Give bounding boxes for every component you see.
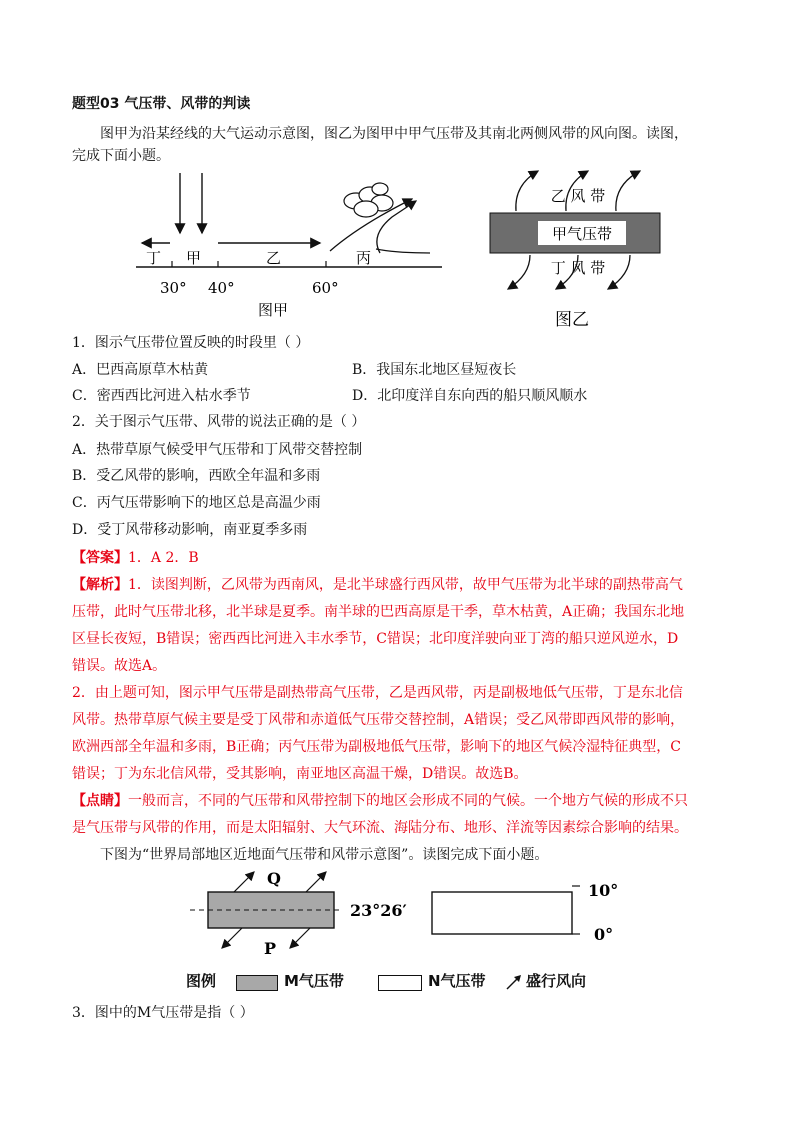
intro-line-1: 图甲为沿某经线的大气运动示意图，图乙为图甲中甲气压带及其南北两侧风带的风向图。读图， [100,126,688,142]
bottom-arrow-1 [508,255,530,289]
wind-arrow-q-2 [306,872,326,892]
q2-option-c: C．丙气压带影响下的地区总是高温少雨 [72,495,321,511]
legend-m-swatch [236,975,278,991]
label-jia: 甲 [186,249,202,267]
intro-line-2: 完成下面小题。 [72,148,170,164]
analysis-p2-line-3: 欧洲西部全年温和多雨，B正确；丙气压带为副极地低气压带，影响下的地区气候冷湿特征典型，C [72,739,681,755]
tip-text-1: 一般而言，不同的气压带和风带控制下的地区会形成不同的气候。一个地方气候的形成不只 [128,793,688,809]
caption-yi: 图乙 [555,310,589,330]
analysis-p2-line-2: 风带。热带草原气候主要是受丁风带和赤道低气压带交替控制，A错误；受乙风带即西风带的影响， [72,712,685,728]
cloud-icon [344,183,393,217]
wind-arrow-q-1 [234,872,254,892]
analysis-p2-line-1: 2．由上题可知，图示甲气压带是副热带高气压带，乙是西风带，丙是副极地低气压带，丁是东北信 [72,685,683,701]
q1-option-a: A．巴西高原草木枯黄 [72,362,209,378]
q1-stem: 1．图示气压带位置反映的时段里（ ） [72,335,310,351]
yi-wind-label: 乙 风 带 [550,187,606,205]
intro-2: 下图为“世界局部地区近地面气压带和风带示意图”。读图完成下面小题。 [100,847,549,863]
legend-wind-label: 盛行风向 [526,972,587,990]
figure-jia [130,165,450,325]
label-yi: 乙 [266,249,282,267]
legend-m-label: M气压带 [284,972,344,990]
wind-arrow-p-1 [222,928,242,948]
caption-jia: 图甲 [258,301,289,319]
q2-option-d: D．受丁风带移动影响，南亚夏季多雨 [72,522,308,538]
lat-60: 60° [312,279,339,297]
legend-n-label: N气压带 [428,972,486,990]
bottom-arrow-3 [608,255,630,289]
legend-n-swatch [378,975,422,991]
analysis-p1-line-3: 区昼长夜短，B错误；密西西比河进入丰水季节，C错误；北印度洋驶向亚丁湾的船只逆风逆水，D [72,631,679,647]
top-arrow-3 [616,171,640,211]
top-arrow-1 [516,171,538,211]
tip-line-2: 是气压带与风带的作用，而是太阳辐射、大气环流、海陆分布、地形、洋流等因素综合影响的结果。 [72,820,688,836]
wind-arrow-icon [504,972,524,992]
tip-tag: 【点睛】 [72,793,128,809]
ding-wind-label: 丁 风 带 [550,259,606,277]
q2-stem: 2．关于图示气压带、风带的说法正确的是（ ） [72,414,366,430]
analysis-p1-line-1: 1．读图判断，乙风带为西南风，是北半球盛行西风带，故甲气压带为北半球的副热带高气 [128,577,683,593]
label-ding: 丁 [146,249,162,267]
section-title: 题型03 气压带、风带的判读 [72,96,251,112]
figure-pressure-belts [170,862,640,962]
analysis-p2-line-4: 错误；丁为东北信风带，受其影响，南亚地区高温干燥，D错误。故选B。 [72,766,528,782]
label-q: Q [267,869,281,888]
label-bing: 丙 [356,249,372,267]
label-lat-10: 10° [588,881,619,900]
polar-front-curve [376,249,430,253]
q1-option-c: C．密西西比河进入枯水季节 [72,388,251,404]
lat-40: 40° [208,279,235,297]
q1-option-d: D．北印度洋自东向西的船只顺风顺水 [352,388,588,404]
q3-stem: 3．图中的M气压带是指（ ） [72,1005,254,1021]
q1-option-b: B．我国东北地区昼短夜长 [352,362,517,378]
answer-tag: 【答案】 [72,550,128,566]
label-p: P [263,939,277,958]
legend-title: 图例 [186,972,217,990]
q2-option-a: A．热带草原气候受甲气压带和丁风带交替控制 [72,442,363,458]
answer [72,548,732,568]
wind-arrow-p-2 [290,928,310,948]
q2-option-b: B．受乙风带的影响，西欧全年温和多雨 [72,468,321,484]
analysis-p1-line-4: 错误。故选A。 [72,658,167,674]
n-belt [432,892,572,934]
answer-text: 1．A 2．B [128,550,199,566]
analysis-p1-line-2: 压带，此时气压带北移，北半球是夏季。南半球的巴西高原是干季，草木枯黄，A正确；我国东北地 [72,604,685,620]
analysis-tag: 【解析】 [72,577,128,593]
label-lat-0: 0° [594,925,614,944]
analysis-line-1 [72,575,732,595]
lat-30: 30° [160,279,187,297]
jia-belt-label: 甲气压带 [551,225,613,243]
figure-yi [480,165,690,335]
label-tropic: 23°26′ [350,901,407,920]
tip-line-1 [72,791,732,811]
